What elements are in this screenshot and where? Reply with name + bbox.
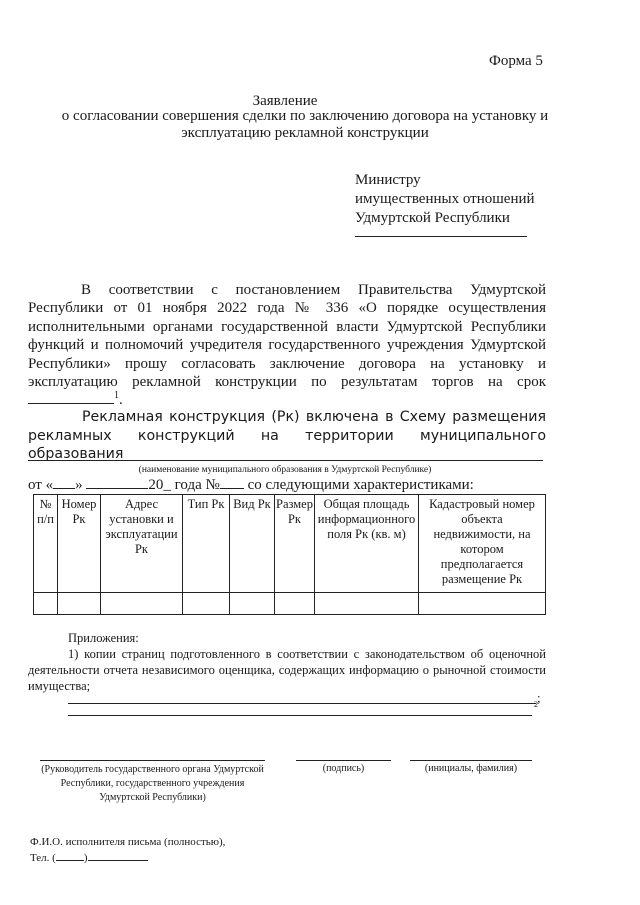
municipality-caption: (наименование муниципального образования в Удмуртской Республике)	[138, 465, 432, 475]
header-cell: Кадастровый номер объекта недвижимости, на котором предполагается размещение Рк	[419, 495, 546, 593]
date-number-row	[28, 477, 474, 494]
name-line	[410, 760, 532, 761]
footnote-2-marker: 2	[534, 700, 538, 709]
header-cell: № п/п	[34, 495, 58, 593]
document-title: Заявление	[252, 93, 318, 109]
scheme-text: Рекламная конструкция (Рк) включена в Схему размещения рекламных конструкций на территории муниципального образования	[28, 409, 546, 462]
month-blank	[86, 477, 148, 489]
signature-line	[296, 760, 391, 761]
appendix-blank-line-1	[68, 703, 536, 704]
year-prefix: 20	[148, 477, 164, 493]
request-text: В соответствии с постановлением Правительства Удмуртской Республики от 01 ноября 2022 года № 336 «О порядке осуществления исполнительными органами государственной власти Удмуртской Республики функций и полномочий учредителя государственного учреждения Удмуртской Республики» прошу согласовать заключение договора на установку и эксплуатацию рекламной конструкции по результатам торгов	[28, 282, 546, 391]
head-signature-line	[40, 760, 265, 761]
date-quote: »	[75, 477, 83, 493]
table-cell	[419, 593, 546, 615]
header-cell: Номер Рк	[58, 495, 101, 593]
appendix-item-1	[28, 646, 546, 694]
table-header-row	[34, 495, 546, 593]
characteristics-label: со следующими характеристиками:	[247, 477, 474, 493]
municipality-blank-line	[28, 460, 543, 461]
phone-label: Тел. (	[30, 852, 56, 864]
name-caption: (инициалы, фамилия)	[424, 763, 518, 774]
table-cell	[315, 593, 419, 615]
date-from-label: от «	[28, 477, 54, 493]
scheme-paragraph	[28, 408, 546, 464]
header-cell: Общая площадь информационного поля Рк (кв. м)	[315, 495, 419, 593]
term-blank	[28, 391, 114, 404]
appendix-blank-line-2	[68, 715, 532, 716]
header-cell: Адрес установки и эксплуатации Рк	[101, 495, 183, 593]
appendix-title: Приложения:	[68, 631, 139, 645]
phone-code-blank	[56, 851, 84, 861]
header-cell: Тип Рк	[183, 495, 230, 593]
table-cell	[183, 593, 230, 615]
document-subtitle: о согласовании совершения сделки по заключению договора на установку и эксплуатацию рекламной конструкции	[61, 108, 549, 141]
head-caption: (Руководитель государственного органа Удмуртской Республики, государственного учреждения Удмуртской Республики)	[41, 764, 264, 803]
table-row	[34, 593, 546, 615]
year-suffix-label: _ года №	[163, 477, 220, 493]
footnote-1-marker: 1	[114, 390, 119, 402]
addressee-line-3: Удмуртской Республики	[355, 210, 510, 226]
day-blank	[53, 477, 75, 489]
appendix-semicolon: ;	[537, 690, 541, 705]
number-blank	[220, 477, 244, 489]
signature-caption: (подпись)	[322, 763, 365, 774]
table-cell	[230, 593, 275, 615]
addressee-line-1: Министру	[355, 172, 421, 188]
header-cell: Размер Рк	[275, 495, 315, 593]
executor-name-label: Ф.И.О. исполнителя письма (полностью),	[30, 836, 226, 848]
table-cell	[275, 593, 315, 615]
addressee-blank-line	[355, 236, 527, 237]
executor-phone: Тел. ( )	[30, 851, 148, 864]
table-cell	[101, 593, 183, 615]
addressee-block	[355, 171, 535, 228]
addressee-line-2: имущественных отношений	[355, 191, 535, 207]
table-cell	[58, 593, 101, 615]
request-paragraph: В соответствии с постановлением Правительства Удмуртской Республики от 01 ноября 2022 года № 336 «О порядке осуществления исполнительными органами государственной власти Удмуртской Республики функций и полномочий учредителя государственного учреждения Удмуртской Республики» прошу согласовать заключение договора на установку и эксплуатацию рекламной конструкции по результатам торгов на срок $^1$.	[28, 282, 546, 409]
header-cell: Вид Рк	[230, 495, 275, 593]
characteristics-table	[33, 494, 546, 615]
appendix-item-1-text: 1) копии страниц подготовленного в соответствии с законодательством об оценочной деятельности отчета независимого оценщика, содержащих информацию о рыночной стоимости имущества;	[28, 647, 546, 693]
table-cell	[34, 593, 58, 615]
term-label: на срок	[487, 374, 546, 391]
phone-number-blank	[88, 851, 148, 861]
form-number: Форма 5	[489, 53, 543, 69]
